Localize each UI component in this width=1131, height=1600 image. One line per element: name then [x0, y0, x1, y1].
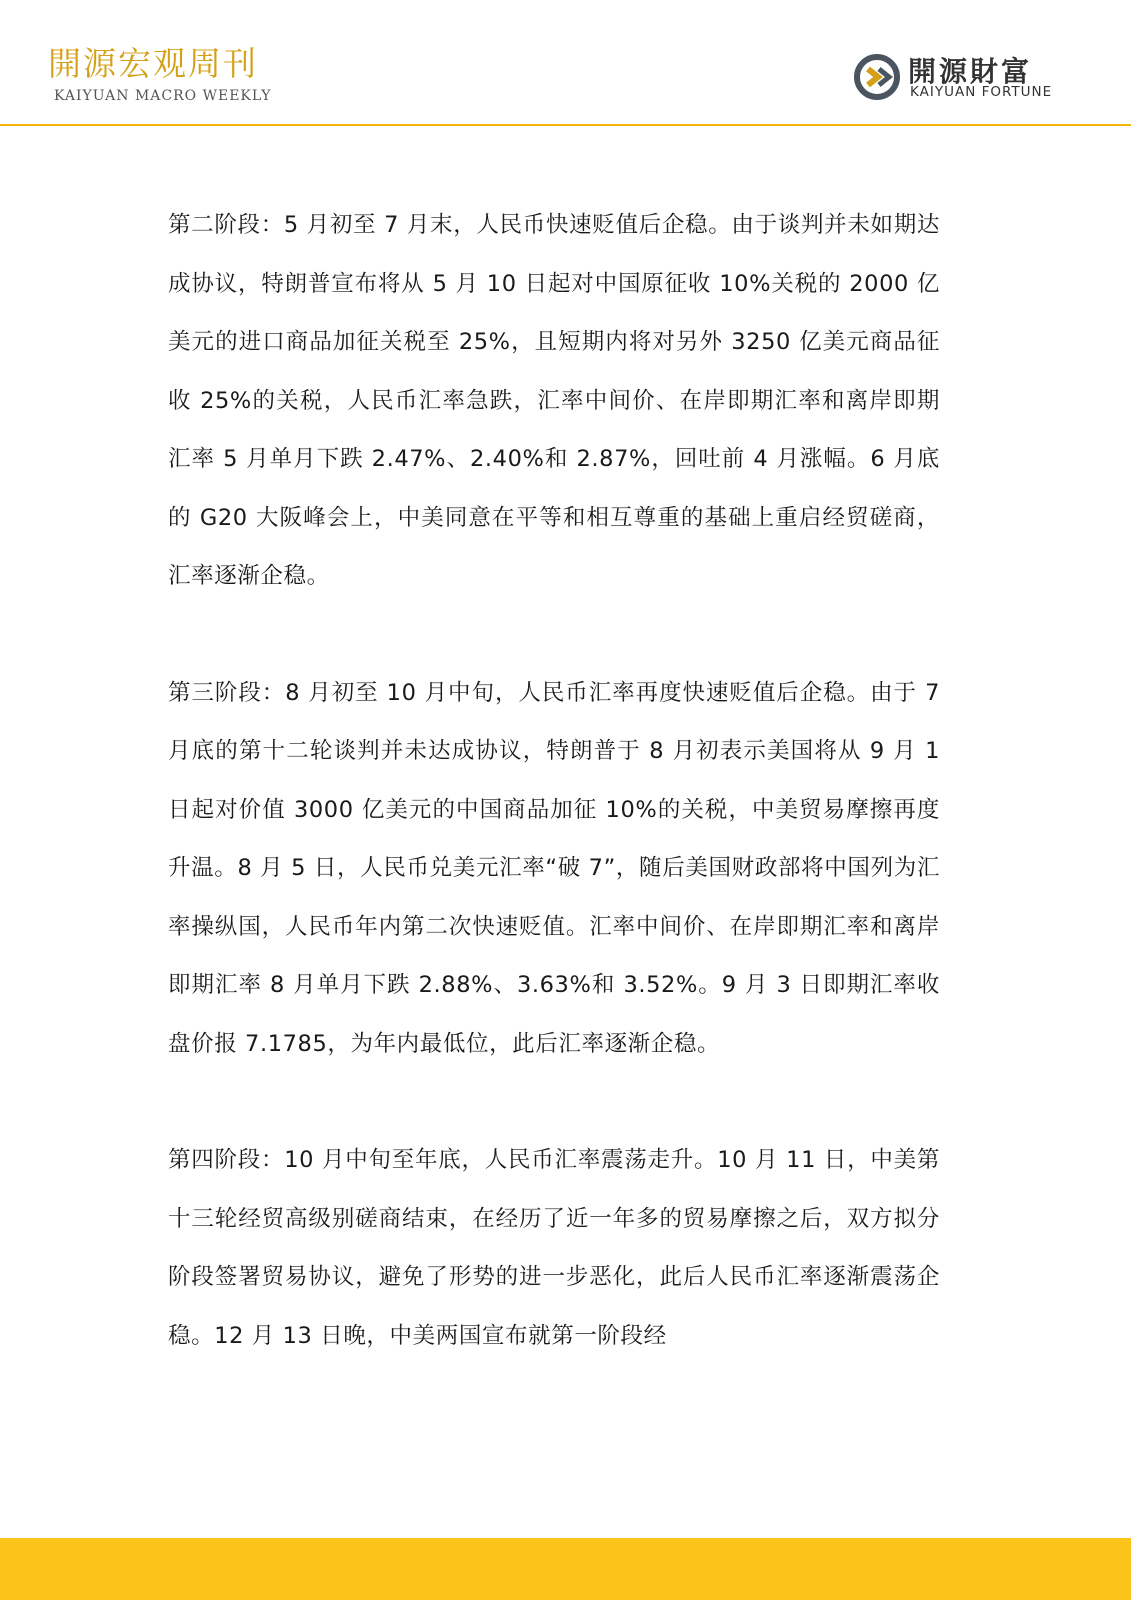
- company-logo: [852, 52, 1062, 104]
- logo-text-en: KAIYUAN FORTUNE: [910, 84, 1053, 100]
- kaiyuan-logo-icon: [852, 52, 902, 102]
- article-body: [168, 196, 940, 1423]
- logo-text-cn: 開源財富: [908, 55, 1033, 88]
- paragraph-stage-two: 第二阶段：5 月初至 7 月末，人民币快速贬值后企稳。由于谈判并未如期达成协议，特朗普宣布将从 5 月 10 日起对中国原征收 10%关税的 2000 亿美元的进口商品加征关税至 25%，且短期内将对另外 3250 亿美元商品征收 25%的关税，人民币汇率急跌，汇率中间价、在岸即期汇率和离岸即期汇率 5 月单月下跌 2.47%、2.40%和 2.87%，回吐前 4 月涨幅。6 月底的 G20 大阪峰会上，中美同意在平等和相互尊重的基础上重启经贸磋商，汇率逐渐企稳。: [168, 212, 940, 589]
- paragraph-stage-four: 第四阶段：10 月中旬至年底，人民币汇率震荡走升。10 月 11 日，中美第十三轮经贸高级别磋商结束，在经历了近一年多的贸易摩擦之后，双方拟分阶段签署贸易协议，避免了形势的进一步恶化，此后人民币汇率逐渐震荡企稳。12 月 13 日晚，中美两国宣布就第一阶段经: [168, 1147, 940, 1349]
- page-header: [0, 0, 1131, 124]
- footer-bar: [0, 1538, 1131, 1600]
- brand-title: 開源宏观周刊: [48, 44, 258, 83]
- paragraph-stage-three: 第三阶段：8 月初至 10 月中旬，人民币汇率再度快速贬值后企稳。由于 7 月底的第十二轮谈判并未达成协议，特朗普于 8 月初表示美国将从 9 月 1 日起对价值 3000 亿美元的中国商品加征 10%的关税，中美贸易摩擦再度升温。8 月 5 日，人民币兑美元汇率“破 7”，随后美国财政部将中国列为汇率操纵国，人民币年内第二次快速贬值。汇率中间价、在岸即期汇率和离岸即期汇率 8 月单月下跌 2.88%、3.63%和 3.52%。9 月 3 日即期汇率收盘价报 7.1785，为年内最低位，此后汇率逐渐企稳。: [168, 679, 940, 1057]
- brand-subtitle: KAIYUAN MACRO WEEKLY: [54, 88, 272, 104]
- header-divider: [0, 124, 1131, 126]
